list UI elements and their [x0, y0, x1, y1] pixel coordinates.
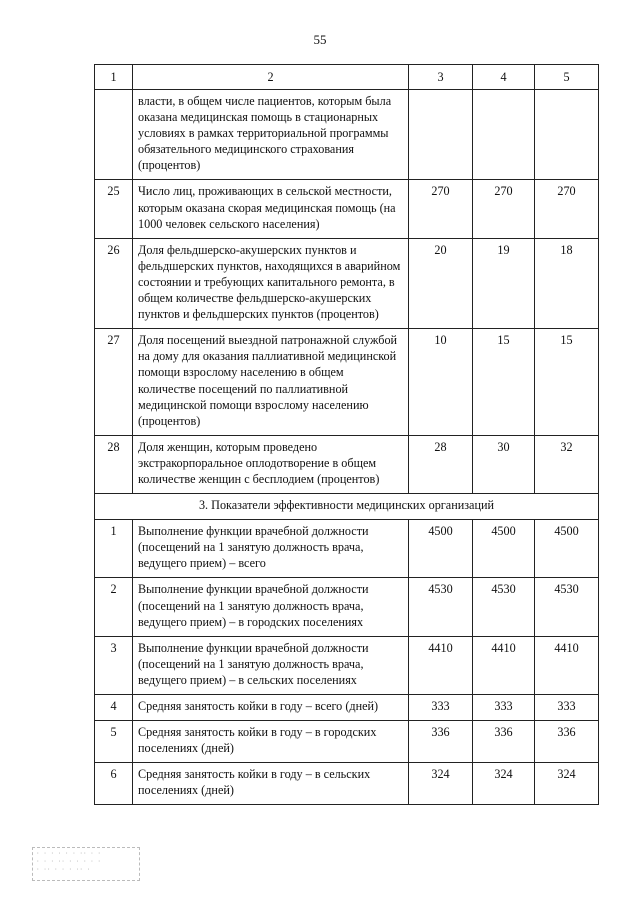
table-row [95, 90, 599, 180]
indicator-text: Средняя занятость койки в году – в сельских поселениях (дней) [133, 763, 409, 805]
table-row [95, 238, 599, 328]
value-col5: 336 [535, 721, 599, 763]
value-col4: 4530 [473, 578, 535, 636]
table-row [95, 435, 599, 493]
table-row [95, 578, 599, 636]
value-col3 [409, 90, 473, 180]
value-col5 [535, 90, 599, 180]
table-row [95, 695, 599, 721]
value-col4: 15 [473, 329, 535, 436]
value-col5: 270 [535, 180, 599, 238]
value-col5: 333 [535, 695, 599, 721]
row-number: 2 [95, 578, 133, 636]
indicator-text: Выполнение функции врачебной должности (посещений на 1 занятую должность врача, ведущего прием) – в сельских поселениях [133, 636, 409, 694]
value-col4: 333 [473, 695, 535, 721]
page-number: 55 [313, 32, 327, 47]
header-cell: 2 [133, 65, 409, 90]
value-col3: 336 [409, 721, 473, 763]
indicator-text: Средняя занятость койки в году – в городских поселениях (дней) [133, 721, 409, 763]
value-col4: 19 [473, 238, 535, 328]
value-col3: 28 [409, 435, 473, 493]
table-row [95, 763, 599, 805]
value-col4: 4410 [473, 636, 535, 694]
section-title: 3. Показатели эффективности медицинских организаций [95, 494, 599, 520]
indicator-text: Доля посещений выездной патронажной службой на дому для оказания паллиативной медицинской помощи взрослому населению в общем количестве посещений по паллиативной медицинской помощи взрослому населению (процентов) [133, 329, 409, 436]
table-row [95, 520, 599, 578]
header-row [95, 65, 599, 90]
row-number: 25 [95, 180, 133, 238]
header-cell: 4 [473, 65, 535, 90]
indicators-table [94, 64, 599, 805]
value-col4 [473, 90, 535, 180]
row-number: 1 [95, 520, 133, 578]
value-col4: 270 [473, 180, 535, 238]
value-col3: 4410 [409, 636, 473, 694]
value-col5: 18 [535, 238, 599, 328]
row-number [95, 90, 133, 180]
value-col5: 4500 [535, 520, 599, 578]
row-number: 5 [95, 721, 133, 763]
indicator-text: власти, в общем числе пациентов, которым была оказана медицинская помощь в стационарных условиях в рамках территориальной программы обязательного медицинского страхования (процентов) [133, 90, 409, 180]
document-stamp: · · · · · · ·· · · · · · ·· · · · · · · ·· · · · ·· · [32, 847, 140, 881]
value-col5: 4410 [535, 636, 599, 694]
value-col5: 32 [535, 435, 599, 493]
value-col3: 4530 [409, 578, 473, 636]
row-number: 3 [95, 636, 133, 694]
indicator-text: Доля фельдшерско-акушерских пунктов и фельдшерских пунктов, находящихся в аварийном состоянии и требующих капитального ремонта, в общем количестве фельдшерско-акушерских пунктов и фельдшерских пунктов (процентов) [133, 238, 409, 328]
indicator-text: Доля женщин, которым проведено экстракорпоральное оплодотворение в общем количестве женщин с бесплодием (процентов) [133, 435, 409, 493]
value-col5: 4530 [535, 578, 599, 636]
row-number: 28 [95, 435, 133, 493]
header-cell: 3 [409, 65, 473, 90]
value-col5: 324 [535, 763, 599, 805]
value-col3: 270 [409, 180, 473, 238]
table-row [95, 721, 599, 763]
row-number: 4 [95, 695, 133, 721]
indicator-text: Число лиц, проживающих в сельской местности, которым оказана скорая медицинская помощь (на 1000 человек сельского населения) [133, 180, 409, 238]
value-col4: 324 [473, 763, 535, 805]
value-col3: 10 [409, 329, 473, 436]
section-row [95, 494, 599, 520]
value-col4: 4500 [473, 520, 535, 578]
value-col3: 20 [409, 238, 473, 328]
row-number: 6 [95, 763, 133, 805]
indicator-text: Средняя занятость койки в году – всего (дней) [133, 695, 409, 721]
value-col4: 30 [473, 435, 535, 493]
row-number: 26 [95, 238, 133, 328]
table-row [95, 180, 599, 238]
indicator-text: Выполнение функции врачебной должности (посещений на 1 занятую должность врача, ведущего прием) – в городских поселениях [133, 578, 409, 636]
value-col3: 324 [409, 763, 473, 805]
value-col4: 336 [473, 721, 535, 763]
header-cell: 5 [535, 65, 599, 90]
value-col3: 333 [409, 695, 473, 721]
header-cell: 1 [95, 65, 133, 90]
table-row [95, 329, 599, 436]
indicator-text: Выполнение функции врачебной должности (посещений на 1 занятую должность врача, ведущего прием) – всего [133, 520, 409, 578]
table-row [95, 636, 599, 694]
value-col3: 4500 [409, 520, 473, 578]
value-col5: 15 [535, 329, 599, 436]
row-number: 27 [95, 329, 133, 436]
